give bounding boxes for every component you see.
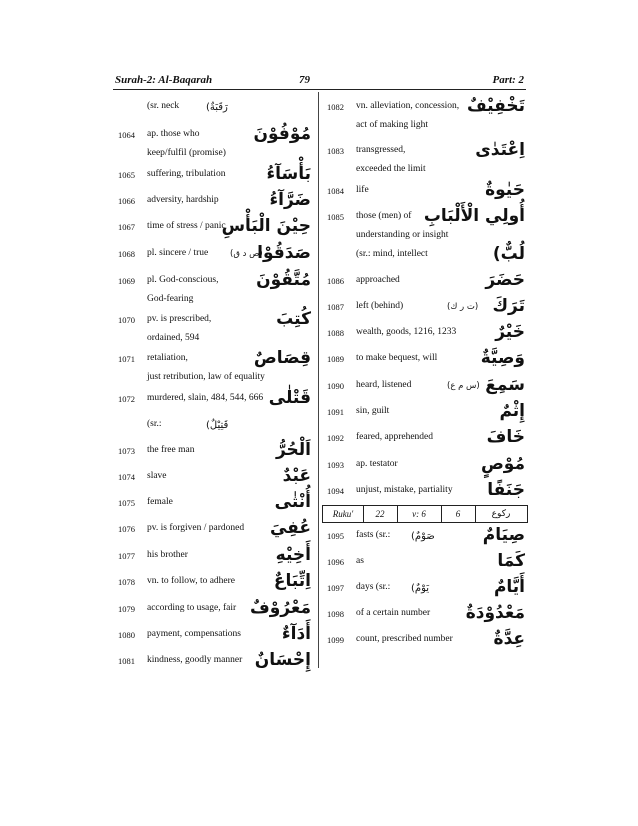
english-meaning: transgressed, — [356, 145, 406, 155]
english-meaning: vn. alleviation, concession, — [356, 101, 460, 111]
entry-number: 1073 — [118, 446, 135, 456]
arabic-word: اَلْحُرُّ — [275, 440, 311, 460]
dictionary-entry — [327, 427, 525, 451]
entry-number: 1083 — [327, 146, 344, 156]
arabic-word: خَافَ — [486, 427, 525, 447]
page-header — [113, 72, 526, 90]
arabic-word: حَيٰوةٌ — [485, 180, 525, 200]
arabic-word: أُولِي الْأَلْبَابِ — [423, 206, 525, 226]
dictionary-entry — [118, 270, 311, 294]
dictionary-entry — [327, 270, 525, 294]
entry-number: 1071 — [118, 354, 135, 364]
entry-number: 1076 — [118, 524, 135, 534]
arabic-word: أَخِيْهِ — [275, 545, 311, 565]
arabic-word: ضَرَّآءُ — [269, 190, 311, 210]
arabic-word: مُتَّقُوْنَ — [256, 270, 311, 290]
column-divider — [318, 92, 319, 668]
arabic-word: عُفِيَ — [269, 518, 311, 538]
dictionary-entry — [118, 571, 311, 595]
entry-number: 1080 — [118, 630, 135, 640]
arabic-word: أَيَّامٌ — [493, 577, 525, 597]
entry-number: 1088 — [327, 328, 344, 338]
english-meaning: to make bequest, will — [356, 353, 438, 363]
ruku-label: Ruku' — [323, 506, 364, 522]
entry-number: 1094 — [327, 486, 344, 496]
dictionary-entry — [327, 322, 525, 346]
arabic-word: وَصِيَّةٌ — [480, 348, 525, 368]
entry-number: 1092 — [327, 433, 344, 443]
arabic-word: حِيْنَ الْبَأْسِ — [221, 216, 311, 236]
arabic-word: قِصَاصٌ — [253, 348, 311, 368]
english-meaning: kindness, goodly manner — [147, 655, 243, 665]
english-meaning: suffering, tribulation — [147, 169, 226, 179]
ruku-number: 22 — [363, 506, 398, 522]
english-meaning-continued: keep/fulfil (promise) — [147, 148, 226, 158]
dictionary-entry — [327, 629, 525, 653]
english-meaning: left (behind) — [356, 301, 404, 311]
entry-number: 1097 — [327, 583, 344, 593]
entry-number: 1090 — [327, 381, 344, 391]
entry-number: 1074 — [118, 472, 135, 482]
arabic-word: كُتِبَ — [276, 309, 311, 329]
dictionary-entry — [118, 190, 311, 214]
english-meaning: heard, listened — [356, 380, 412, 390]
arabic-word: قَتِيْلٌ) — [206, 420, 229, 431]
entry-number: 1081 — [118, 656, 135, 666]
english-meaning: adversity, hardship — [147, 195, 219, 205]
arabic-word: مَعْرُوْفٌ — [249, 598, 311, 618]
dictionary-entry — [118, 164, 311, 188]
english-meaning: ap. testator — [356, 459, 398, 469]
english-meaning: female — [147, 497, 173, 507]
arabic-word: صِيَامٌ — [482, 525, 525, 545]
english-meaning: (sr. neck — [147, 101, 180, 111]
english-meaning: according to usage, fair — [147, 603, 237, 613]
dictionary-entry — [118, 518, 311, 542]
dictionary-entry — [118, 624, 311, 648]
ruku-arabic-label: ركوع — [491, 509, 511, 519]
dictionary-entry — [118, 492, 311, 516]
english-meaning: pv. is prescribed, — [147, 314, 212, 324]
dictionary-entry — [118, 414, 311, 438]
arabic-root: (ص د ق) — [230, 249, 263, 259]
arabic-word: حَضَرَ — [485, 270, 525, 290]
arabic-word: صَدَقُوْا — [257, 243, 311, 263]
dictionary-entry — [327, 140, 525, 164]
english-meaning: days (sr.: — [356, 582, 391, 592]
arabic-word: بَأْسَآءُ — [266, 164, 311, 184]
english-meaning: (sr.: mind, intellect — [356, 249, 428, 259]
entry-number: 1095 — [327, 531, 344, 541]
entry-number: 1098 — [327, 609, 344, 619]
arabic-root: (س م ع) — [447, 381, 480, 391]
arabic-word: جَنَفًا — [487, 480, 525, 500]
arabic-word: قَتْلٰى — [268, 388, 311, 408]
english-meaning: unjust, mistake, partiality — [356, 485, 453, 495]
arabic-singular: صَوْمٌ) — [411, 531, 435, 542]
entry-number: 1069 — [118, 276, 135, 286]
entry-number: 1082 — [327, 102, 344, 112]
english-meaning-continued: act of making light — [356, 120, 429, 130]
entry-number: 1084 — [327, 186, 344, 196]
dictionary-entry — [327, 454, 525, 478]
english-meaning: pl. God-conscious, — [147, 275, 219, 285]
english-meaning: wealth, goods, 1216, 1233 — [356, 327, 457, 337]
entry-number: 1085 — [327, 212, 344, 222]
arabic-word: رَقَبَةٌ) — [206, 102, 228, 113]
english-meaning: fasts (sr.: — [356, 530, 391, 540]
dictionary-entry — [118, 243, 311, 267]
arabic-word: اِتِّبَاعٌ — [273, 571, 311, 591]
english-meaning: the free man — [147, 445, 195, 455]
entry-number: 1091 — [327, 407, 344, 417]
dictionary-entry — [118, 650, 311, 674]
arabic-word: سَمِعَ — [485, 375, 525, 395]
arabic-word: خَيْرٌ — [495, 322, 525, 342]
entry-number: 1070 — [118, 315, 135, 325]
arabic-word: مُوْفُوْنَ — [253, 124, 311, 144]
english-meaning: those (men) of — [356, 211, 412, 221]
english-meaning: retaliation, — [147, 353, 188, 363]
english-meaning: count, prescribed number — [356, 634, 453, 644]
ruku-verses: v: 6 — [397, 506, 442, 522]
english-meaning-continued: understanding or insight — [356, 230, 449, 240]
dictionary-entry — [327, 551, 525, 575]
english-meaning: of a certain number — [356, 608, 431, 618]
ruku-count: 6 — [441, 506, 476, 522]
dictionary-entry — [118, 545, 311, 569]
arabic-word: مُوْصٍ — [480, 454, 525, 474]
part-label: Part: 2 — [492, 74, 524, 86]
entry-number: 1086 — [327, 276, 344, 286]
dictionary-entry — [327, 525, 525, 549]
arabic-word: تَرَكَ — [492, 296, 525, 316]
entry-number: 1078 — [118, 577, 135, 587]
dictionary-entry — [327, 96, 525, 120]
dictionary-entry — [118, 96, 311, 120]
english-meaning-continued: just retribution, law of equality — [147, 372, 265, 382]
dictionary-entry — [118, 216, 311, 240]
entry-number: 1093 — [327, 460, 344, 470]
dictionary-entry — [327, 603, 525, 627]
arabic-word: تَخْفِيْفٌ — [466, 96, 525, 116]
dictionary-entry — [118, 348, 311, 372]
entry-number: 1099 — [327, 635, 344, 645]
english-meaning-continued: exceeded the limit — [356, 164, 426, 174]
english-meaning: payment, compensations — [147, 629, 241, 639]
english-meaning: life — [356, 185, 369, 195]
arabic-word: أُنْثٰى — [274, 492, 311, 512]
english-meaning: pl. sincere / true — [147, 248, 209, 258]
entry-number: 1065 — [118, 170, 135, 180]
english-meaning: slave — [147, 471, 167, 481]
english-meaning: sin, guilt — [356, 406, 390, 416]
dictionary-entry — [118, 440, 311, 464]
english-meaning-continued: ordained, 594 — [147, 333, 200, 343]
entry-number: 1075 — [118, 498, 135, 508]
entry-number: 1077 — [118, 551, 135, 561]
dictionary-entry — [118, 598, 311, 622]
arabic-word: إِحْسَانٌ — [254, 650, 311, 670]
english-meaning: vn. to follow, to adhere — [147, 576, 236, 586]
entry-number: 1066 — [118, 196, 135, 206]
dictionary-entry — [327, 244, 525, 268]
english-meaning: time of stress / panic — [147, 221, 226, 231]
entry-number: 1096 — [327, 557, 344, 567]
dictionary-entry — [327, 401, 525, 425]
arabic-singular: يَوْمٌ) — [411, 583, 430, 594]
arabic-word: كَمَا — [497, 551, 525, 571]
dictionary-entry — [327, 577, 525, 601]
dictionary-entry — [327, 480, 525, 504]
english-meaning: as — [356, 556, 364, 566]
english-meaning: feared, apprehended — [356, 432, 434, 442]
entry-number: 1068 — [118, 249, 135, 259]
english-meaning: approached — [356, 275, 400, 285]
arabic-word: اِعْتَدٰى — [475, 140, 525, 160]
surah-title: Surah-2: Al-Baqarah — [115, 74, 213, 86]
arabic-word: أَدَآءٌ — [281, 624, 311, 644]
ruku-box — [322, 505, 528, 523]
english-meaning: murdered, slain, 484, 544, 666 — [147, 393, 264, 403]
dictionary-entry — [327, 375, 525, 399]
entry-number: 1089 — [327, 354, 344, 364]
dictionary-entry — [118, 388, 311, 412]
arabic-word: عِدَّةٌ — [493, 629, 525, 649]
arabic-root: (ت ر ك) — [447, 302, 479, 312]
arabic-word: لُبٌّ) — [492, 244, 525, 264]
page-number: 79 — [299, 74, 310, 86]
arabic-word: مَعْدُوْدَةٌ — [465, 603, 525, 623]
english-meaning: (sr.: — [147, 419, 162, 429]
entry-number: 1072 — [118, 394, 135, 404]
entry-number: 1087 — [327, 302, 344, 312]
dictionary-entry — [327, 348, 525, 372]
dictionary-entry — [118, 124, 311, 148]
arabic-word: عَبْدٌ — [282, 466, 311, 486]
english-meaning: his brother — [147, 550, 188, 560]
entry-number: 1067 — [118, 222, 135, 232]
dictionary-entry — [327, 296, 525, 320]
english-meaning: pv. is forgiven / pardoned — [147, 523, 245, 533]
entry-number: 1079 — [118, 604, 135, 614]
dictionary-entry — [118, 309, 311, 333]
dictionary-entry — [327, 180, 525, 204]
dictionary-entry — [118, 466, 311, 490]
english-meaning: ap. those who — [147, 129, 200, 139]
dictionary-entry — [327, 206, 525, 230]
entry-number: 1064 — [118, 130, 135, 140]
english-meaning-continued: God-fearing — [147, 294, 194, 304]
arabic-word: إِثْمٌ — [499, 401, 525, 421]
